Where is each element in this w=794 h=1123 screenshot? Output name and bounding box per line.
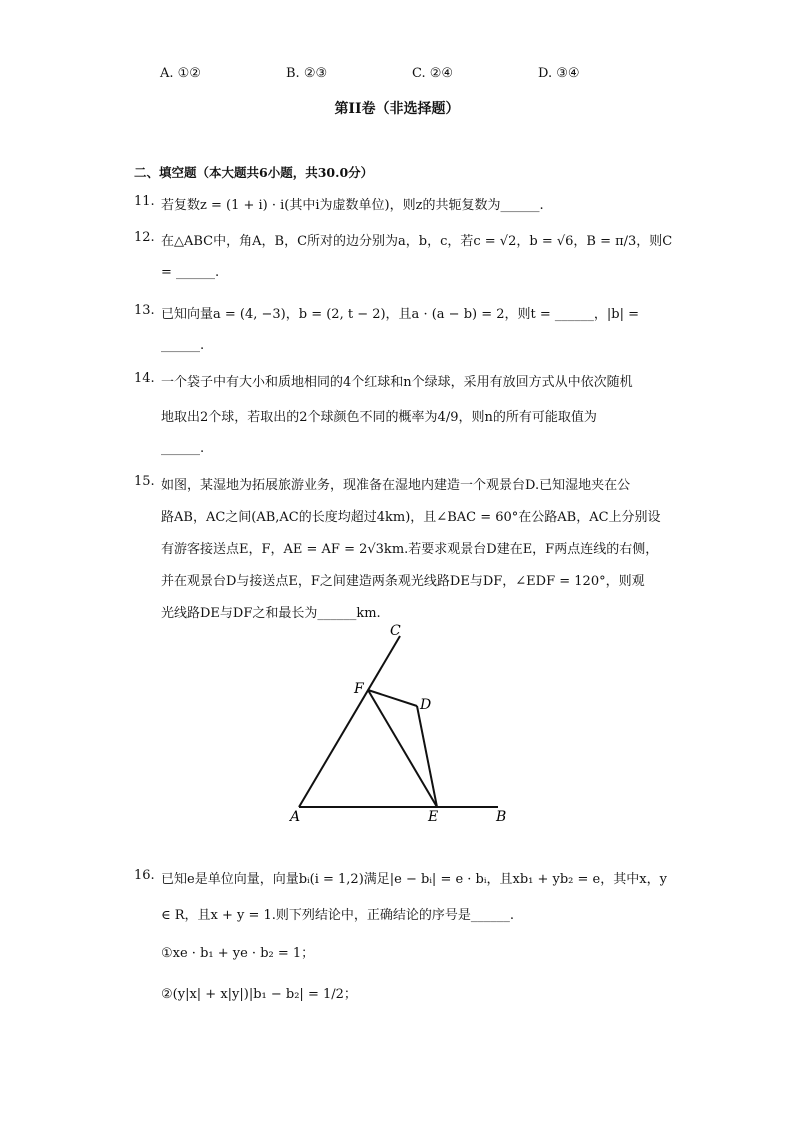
- label-f: F: [354, 681, 364, 697]
- question-11: [134, 194, 674, 214]
- statement-2: ②(y|x| + x|y|)|b₁ − b₂| = 1/2；: [161, 987, 357, 1002]
- road-ac: [299, 636, 400, 807]
- label-b: B: [496, 809, 507, 825]
- question-14: [134, 371, 674, 466]
- label-e: E: [428, 809, 439, 825]
- label-c: C: [390, 623, 401, 639]
- question-text: 在△ABC中，角A，B，C所对的边分别为a，b，c，若c = √2，b = √6，B = π/3，则C: [161, 234, 673, 249]
- answer-options: [160, 66, 620, 86]
- option-c[interactable]: C. ②④: [412, 66, 454, 81]
- question-text-cont: ______.: [161, 338, 205, 353]
- question-number: 14.: [134, 371, 155, 386]
- question-number: 12.: [134, 230, 155, 245]
- question-text-cont: ∈ R，且x + y = 1.则下列结论中，正确结论的序号是______.: [161, 908, 515, 923]
- question-text-cont: ______.: [161, 441, 205, 456]
- question-12: [134, 230, 674, 290]
- question-number: 15.: [134, 474, 155, 489]
- geometry-figure: [280, 620, 520, 830]
- question-number: 11.: [134, 194, 155, 209]
- question-text-cont: 光线路DE与DF之和最长为______km.: [161, 606, 381, 621]
- question-text: 若复数z = (1 + i) · i(其中i为虚数单位)，则z的共轭复数为______.: [161, 198, 544, 213]
- question-text-cont: 有游客接送点E，F，AE = AF = 2√3km.若要求观景台D建在E，F两点连线的右侧，: [161, 542, 659, 557]
- section-title: 第II卷（非选择题）: [334, 101, 460, 117]
- question-number: 13.: [134, 303, 155, 318]
- question-number: 16.: [134, 868, 155, 883]
- option-b[interactable]: B. ②③: [286, 66, 328, 81]
- question-text-cont: 并在观景台D与接送点E，F之间建造两条观光线路DE与DF，∠EDF = 120°，则观: [161, 574, 645, 589]
- question-text-cont: 地取出2个球，若取出的2个球颜色不同的概率为4/9，则n的所有可能取值为: [161, 410, 597, 425]
- part-heading: 二、填空题（本大题共6小题，共30.0分）: [134, 165, 374, 180]
- question-text: 已知向量a = (4, −3)，b = (2, t − 2)，且a · (a − b) = 2，则t = ______，|b| =: [161, 307, 639, 322]
- label-a: A: [290, 809, 301, 825]
- question-15: [134, 474, 674, 624]
- option-d[interactable]: D. ③④: [538, 66, 580, 81]
- question-text-cont: 路AB，AC之间(AB,AC的长度均超过4km)，且∠BAC = 60°在公路AB，AC上分别设: [161, 510, 661, 525]
- question-13: [134, 303, 674, 363]
- question-text: 已知e是单位向量，向量bᵢ(i = 1,2)满足|e − bᵢ| = e · bᵢ，且xb₁ + yb₂ = e，其中x，y: [161, 872, 667, 887]
- statement-1: ①xe · b₁ + ye · b₂ = 1；: [161, 946, 315, 961]
- label-d: D: [420, 697, 432, 713]
- question-text: 一个袋子中有大小和质地相同的4个红球和n个绿球，采用有放回方式从中依次随机: [161, 375, 633, 390]
- question-text-cont: = ______.: [161, 265, 220, 280]
- question-text: 如图，某湿地为拓展旅游业务，现准备在湿地内建造一个观景台D.已知湿地夹在公: [161, 478, 631, 493]
- question-16: [134, 868, 674, 928]
- option-a[interactable]: A. ①②: [160, 66, 201, 81]
